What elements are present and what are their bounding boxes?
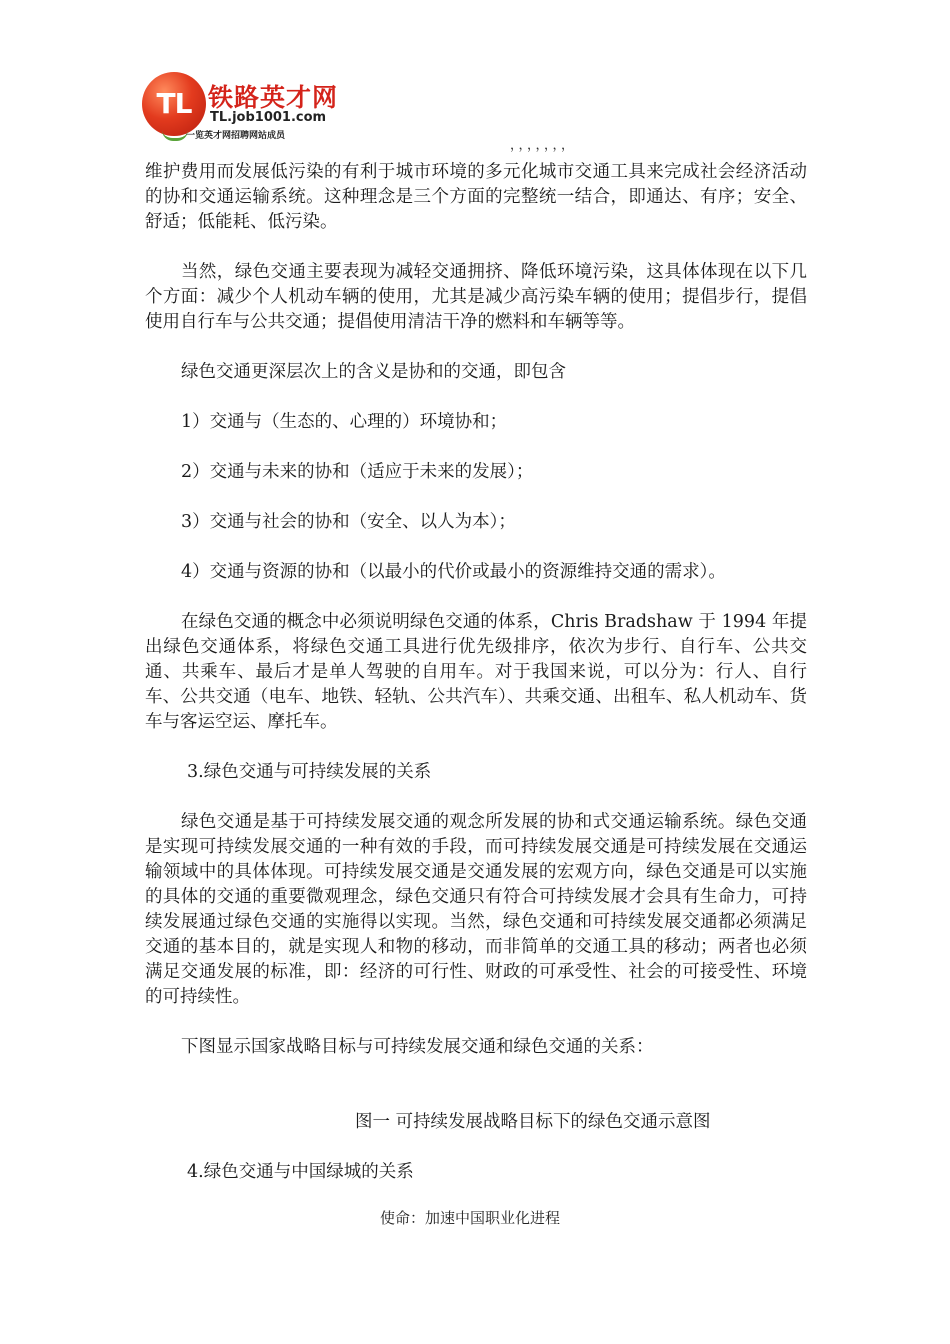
list-item: 3）交通与社会的协和（安全、以人为本）； bbox=[181, 512, 516, 532]
document-body bbox=[145, 160, 807, 1185]
logo-tagline: 一览英才网招聘网站成员 bbox=[186, 131, 286, 141]
list-item: 2）交通与未来的协和（适应于未来的发展）； bbox=[181, 462, 534, 482]
logo-badge: TL bbox=[142, 72, 206, 136]
header-mark: ，，，，，，， bbox=[510, 138, 577, 153]
footer-mission: 使命：加速中国职业化进程 bbox=[380, 1209, 561, 1227]
paragraph-intro-continued: 维护费用而发展低污染的有利于城市环境的多元化城市交通工具来完成社会经济活动的协和交通运输系统。这种理念是三个方面的完整统一结合，即通达、有序；安全、舒适；低能耗、低污染。 bbox=[145, 162, 807, 232]
logo-swoosh-icon bbox=[162, 130, 188, 141]
logo-name: 铁路英才网 bbox=[208, 83, 339, 112]
site-logo bbox=[142, 72, 362, 144]
paragraph-sustainability-relation: 绿色交通是基于可持续发展交通的观念所发展的协和式交通运输系统。绿色交通是实现可持续发展交通的一种有效的手段，而可持续发展交通是可持续发展在交通运输领域中的具体体现。可持续发展交通是交通发展的宏观方向，绿色交通是可以实施的具体的交通的重要微观理念，绿色交通只有符合可持续发展才会具有生命力，可持续发展通过绿色交通的实施得以实现。当然，绿色交通和可持续发展交通都必须满足交通的基本目的，就是实现人和物的移动，而非简单的交通工具的移动；两者也必须满足交通发展的标准，即：经济的可行性、财政的可承受性、社会的可接受性、环境的可持续性。 bbox=[145, 812, 807, 1007]
figure-caption: 图一 可持续发展战略目标下的绿色交通示意图 bbox=[355, 1112, 711, 1132]
list-item: 1）交通与（生态的、心理的）环境协和； bbox=[181, 412, 508, 432]
paragraph-figure-intro: 下图显示国家战略目标与可持续发展交通和绿色交通的关系： bbox=[181, 1037, 654, 1057]
paragraph-green-transport-aspects: 当然，绿色交通主要表现为减轻交通拥挤、降低环境污染，这具体体现在以下几个方面：减少个人机动车辆的使用，尤其是减少高污染车辆的使用；提倡步行，提倡使用自行车与公共交通；提倡使用清洁干净的燃料和车辆等等。 bbox=[145, 262, 807, 332]
paragraph-deeper-meaning: 绿色交通更深层次上的含义是协和的交通，即包含 bbox=[181, 362, 566, 382]
list-item: 4）交通与资源的协和（以最小的代价或最小的资源维持交通的需求）。 bbox=[181, 562, 726, 582]
paragraph-transport-hierarchy: 在绿色交通的概念中必须说明绿色交通的体系，Chris Bradshaw 于 1994 年提出绿色交通体系，将绿色交通工具进行优先级排序，依次为步行、自行车、公共交通、共乘车、最后才是单人驾驶的自用车。对于我国来说，可以分为：行人、自行车、公共交通（电车、地铁、轻轨、公共汽车）、共乘交通、出租车、私人机动车、货车与客运空运、摩托车。 bbox=[145, 612, 807, 732]
logo-url: TL.job1001.com bbox=[210, 110, 327, 125]
section-heading-3: 3.绿色交通与可持续发展的关系 bbox=[187, 762, 432, 782]
section-heading-4: 4.绿色交通与中国绿城的关系 bbox=[187, 1162, 414, 1182]
